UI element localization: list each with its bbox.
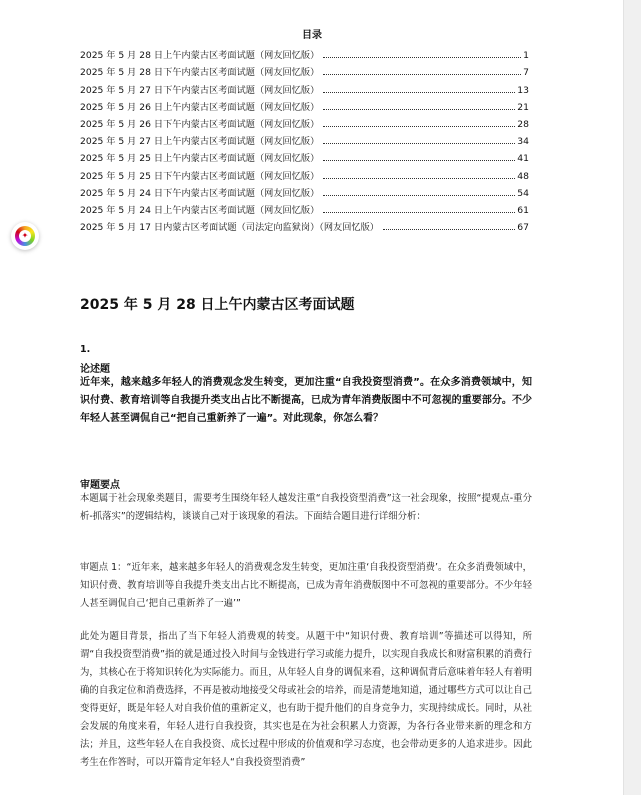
toc-leader-dots xyxy=(323,108,515,110)
assistant-logo-icon: ✦ xyxy=(15,226,35,246)
toc-leader-dots xyxy=(323,211,515,213)
toc-entry-text: 2025 年 5 月 26 日上午内蒙古区考面试题（网友回忆版） xyxy=(80,101,320,113)
toc-page-number: 54 xyxy=(517,187,529,199)
analysis-explanation-paragraph: 此处为题目背景，指出了当下年轻人消费观的转变。从题干中“知识付费、教育培训”等描述可以得知，所谓“自我投资型消费”指的就是通过投入时间与金钱进行学习或能力提升，以实现自我成长和财富积累的消费行为，其核心在于将知识转化为实际能力。而且，从年轻人自身的调侃来看，这种调侃背后意味着年轻人有着明确的自我定位和消费选择，不再是被动地接受父母或社会的培养，而是清楚地知道，通过哪些方式可以让自己变得更好，既是年轻人对自我价值的重新定义，也有助于提升他们的自身竞争力，实现持续成长。同时，从社会发展的角度来看，年轻人进行自我投资，其实也是在为社会积累人力资源，为各行各业带来新的理念和方法；并且，这些年轻人在自我投资、成长过程中形成的价值观和学习态度，也会带动更多的人追求进步。因此考生在作答时，可以开篇肯定年轻人“自我投资型消费” xyxy=(80,631,532,768)
toc-entry-text: 2025 年 5 月 28 日下午内蒙古区考面试题（网友回忆版） xyxy=(80,67,320,79)
question-number: 1. xyxy=(80,344,91,355)
toc-leader-dots xyxy=(323,194,515,196)
analysis-title: 审题要点 xyxy=(80,480,120,491)
toc-entry-text: 2025 年 5 月 17 日内蒙古区考面试题（司法定向监狱岗）（网友回忆版） xyxy=(80,222,379,234)
toc-page-number: 61 xyxy=(517,204,529,216)
toc-page-number: 34 xyxy=(517,136,529,148)
scrollbar[interactable] xyxy=(623,0,641,795)
toc-entry-text: 2025 年 5 月 27 日下午内蒙古区考面试题（网友回忆版） xyxy=(80,84,320,96)
toc-page-number: 67 xyxy=(517,222,529,234)
toc-entry-text: 2025 年 5 月 25 日上午内蒙古区考面试题（网友回忆版） xyxy=(80,153,320,165)
toc-entry[interactable] xyxy=(80,164,529,181)
toc-leader-dots xyxy=(323,56,521,58)
question-text: 近年来，越来越多年轻人的消费观念发生转变，更加注重“自我投资型消费”。在众多消费领域中，知识付费、教育培训等自我提升类支出占比不断提高，已成为青年消费版图中不可忽视的重要部分。不少年轻人甚至调侃自己“把自己重新养了一遍”。对此现象，你怎么看？ xyxy=(80,377,532,424)
toc-page-number: 28 xyxy=(517,118,529,130)
toc-entry[interactable] xyxy=(80,96,529,113)
toc-entry-text: 2025 年 5 月 25 日下午内蒙古区考面试题（网友回忆版） xyxy=(80,170,320,182)
section-heading: 2025 年 5 月 28 日上午内蒙古区考面试题 xyxy=(80,297,355,313)
toc-page-number: 48 xyxy=(517,170,529,182)
floating-assistant-button[interactable] xyxy=(11,222,39,250)
toc-title: 目录 xyxy=(302,30,322,41)
toc-entry-text: 2025 年 5 月 24 日上午内蒙古区考面试题（网友回忆版） xyxy=(80,204,320,216)
toc-entry[interactable] xyxy=(80,182,529,199)
toc-entry-text: 2025 年 5 月 24 日下午内蒙古区考面试题（网友回忆版） xyxy=(80,187,320,199)
toc-page-number: 13 xyxy=(517,84,529,96)
toc-page-number: 41 xyxy=(517,153,529,165)
toc-leader-dots xyxy=(323,73,521,75)
toc-entry[interactable] xyxy=(80,147,529,164)
toc-entry[interactable] xyxy=(80,44,529,61)
toc-leader-dots xyxy=(323,142,515,144)
toc-leader-dots xyxy=(323,125,515,127)
toc-leader-dots xyxy=(323,177,515,179)
toc-entry[interactable] xyxy=(80,216,529,233)
toc-entry[interactable] xyxy=(80,199,529,216)
toc-entry[interactable] xyxy=(80,61,529,78)
toc-leader-dots xyxy=(323,159,515,161)
analysis-paragraph: 本题属于社会现象类题目，需要考生围绕年轻人越发注重“自我投资型消费”这一社会现象，按照“提观点-重分析-抓落实”的逻辑结构，谈谈自己对于该现象的看法。下面结合题目进行详细分析： xyxy=(80,493,532,522)
analysis-point-paragraph: 审题点 1：“近年来，越来越多年轻人的消费观念发生转变，更加注重‘自我投资型消费’。在众多消费领域中，知识付费、教育培训等自我提升类支出占比不断提高，已成为青年消费版图中不可忽视的重要部分。不少年轻人甚至调侃自己‘把自己重新养了一遍’” xyxy=(80,562,532,609)
toc-entry[interactable] xyxy=(80,113,529,130)
toc-leader-dots xyxy=(323,91,515,93)
toc-leader-dots xyxy=(383,228,515,230)
question-type-label: 论述题 xyxy=(80,364,110,375)
toc-entry[interactable] xyxy=(80,78,529,95)
toc-page-number: 21 xyxy=(517,101,529,113)
table-of-contents xyxy=(80,44,529,233)
toc-entry-text: 2025 年 5 月 28 日上午内蒙古区考面试题（网友回忆版） xyxy=(80,50,320,62)
toc-page-number: 7 xyxy=(523,67,529,79)
toc-entry[interactable] xyxy=(80,130,529,147)
toc-page-number: 1 xyxy=(523,50,529,62)
toc-entry-text: 2025 年 5 月 26 日下午内蒙古区考面试题（网友回忆版） xyxy=(80,118,320,130)
toc-entry-text: 2025 年 5 月 27 日上午内蒙古区考面试题（网友回忆版） xyxy=(80,136,320,148)
